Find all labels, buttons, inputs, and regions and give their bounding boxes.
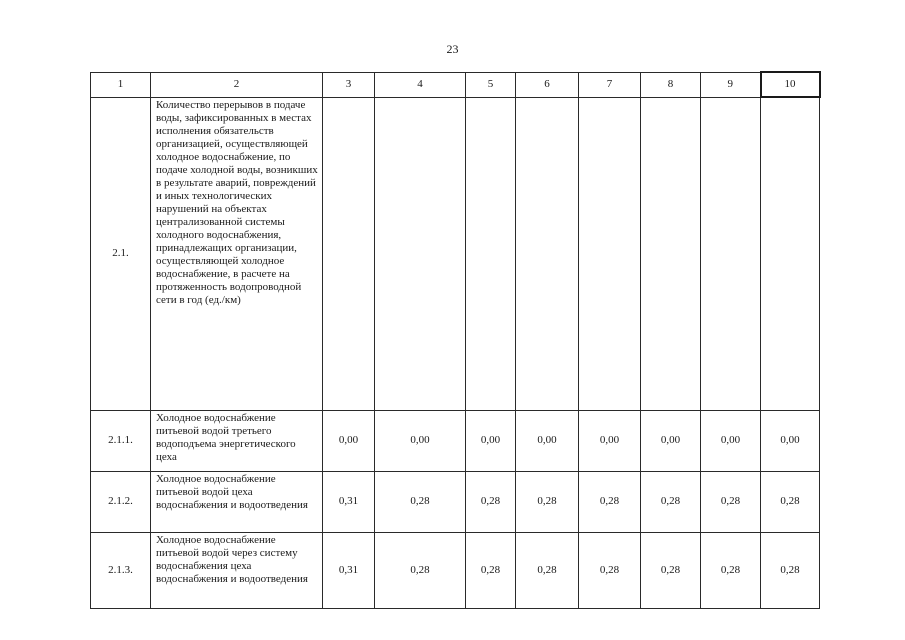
value-cell: 0,28 bbox=[701, 471, 761, 532]
row-number: 2.1.2. bbox=[91, 471, 151, 532]
column-header: 9 bbox=[701, 72, 761, 97]
row-number: 2.1.3. bbox=[91, 532, 151, 608]
value-cell: 0,31 bbox=[323, 471, 375, 532]
value-cell: 0,00 bbox=[323, 410, 375, 471]
value-cell bbox=[761, 97, 820, 410]
value-cell: 0,28 bbox=[761, 471, 820, 532]
value-cell: 0,28 bbox=[641, 532, 701, 608]
value-cell: 0,28 bbox=[701, 532, 761, 608]
row-description: Холодное водоснабжение питьевой водой через систему водоснабжения цеха водоснабжения и водоотведения bbox=[151, 532, 323, 608]
value-cell: 0,28 bbox=[579, 471, 641, 532]
value-cell: 0,00 bbox=[375, 410, 466, 471]
column-header: 4 bbox=[375, 72, 466, 97]
table-header-row bbox=[91, 72, 820, 97]
value-cell bbox=[516, 97, 579, 410]
page-number: 23 bbox=[446, 42, 459, 56]
column-header: 2 bbox=[151, 72, 323, 97]
value-cell: 0,28 bbox=[641, 471, 701, 532]
value-cell: 0,28 bbox=[516, 532, 579, 608]
column-header: 5 bbox=[466, 72, 516, 97]
value-cell: 0,28 bbox=[375, 471, 466, 532]
value-cell: 0,00 bbox=[466, 410, 516, 471]
table-row bbox=[91, 471, 820, 532]
data-table bbox=[90, 71, 821, 609]
row-description: Холодное водоснабжение питьевой водой цеха водоснабжения и водоотведения bbox=[151, 471, 323, 532]
value-cell bbox=[323, 97, 375, 410]
row-number: 2.1. bbox=[91, 97, 151, 410]
value-cell: 0,00 bbox=[761, 410, 820, 471]
column-header: 6 bbox=[516, 72, 579, 97]
value-cell: 0,00 bbox=[701, 410, 761, 471]
value-cell: 0,28 bbox=[516, 471, 579, 532]
value-cell bbox=[641, 97, 701, 410]
column-header: 10 bbox=[761, 72, 820, 97]
value-cell: 0,28 bbox=[466, 532, 516, 608]
row-description: Холодное водоснабжение питьевой водой третьего водоподъема энергетического цеха bbox=[151, 410, 323, 471]
table-row bbox=[91, 97, 820, 410]
value-cell: 0,00 bbox=[579, 410, 641, 471]
value-cell: 0,28 bbox=[579, 532, 641, 608]
row-number: 2.1.1. bbox=[91, 410, 151, 471]
value-cell: 0,28 bbox=[375, 532, 466, 608]
value-cell: 0,00 bbox=[641, 410, 701, 471]
value-cell: 0,31 bbox=[323, 532, 375, 608]
value-cell bbox=[375, 97, 466, 410]
value-cell: 0,00 bbox=[516, 410, 579, 471]
value-cell bbox=[579, 97, 641, 410]
column-header: 8 bbox=[641, 72, 701, 97]
value-cell: 0,28 bbox=[761, 532, 820, 608]
column-header: 7 bbox=[579, 72, 641, 97]
table-row bbox=[91, 532, 820, 608]
column-header: 1 bbox=[91, 72, 151, 97]
table-row bbox=[91, 410, 820, 471]
row-description: Количество перерывов в подаче воды, зафиксированных в местах исполнения обязательств организацией, осуществляющей холодное водоснабжение, по подаче холодной воды, возникших в результате аварий, повреждений и иных технологических нарушений на объектах централизованной системы холодного водоснабжения, принадлежащих организации, осуществляющей холодное водоснабжение, в расчете на протяженность водопроводной сети в год (ед./км) bbox=[151, 97, 323, 410]
value-cell bbox=[701, 97, 761, 410]
value-cell bbox=[466, 97, 516, 410]
value-cell: 0,28 bbox=[466, 471, 516, 532]
column-header: 3 bbox=[323, 72, 375, 97]
